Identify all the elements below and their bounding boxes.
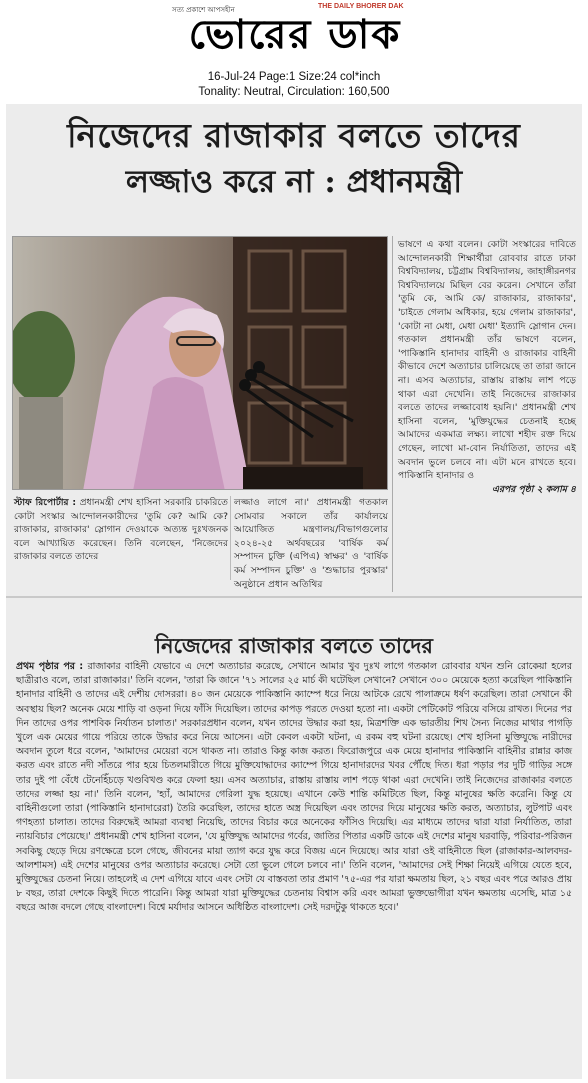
headline-line-1: নিজেদের রাজাকার বলতে তাদের bbox=[67, 116, 521, 155]
continuation-body bbox=[16, 660, 572, 916]
continuation-lead-label: প্রথম পৃষ্ঠার পর : bbox=[16, 661, 84, 672]
column-a-text: প্রধানমন্ত্রী শেখ হাসিনা সরকারি চাকরিতে কোটা সংস্কার আন্দোলনকারীদের 'তুমি কে? আমি কে? রাজাকার, রাজাকার' স্লোগান দেওয়াকে অত্যন্ত দুঃখজনক বলে আখ্যায়িত করেছেন। তিনি বলেছেন, 'নিজেদের রাজাকার বলতে তাদের bbox=[14, 497, 228, 563]
column-rule bbox=[230, 496, 231, 580]
section-divider bbox=[6, 596, 582, 598]
column-rule bbox=[392, 236, 393, 592]
column-b-text: লজ্জাও লাগে না।' প্রধানমন্ত্রী গতকাল সোমবার সকালে তাঁর কার্যালয়ে আয়োজিত মন্ত্রণালয়/বিভাগগুলোর ২০২৪-২৫ অর্থবছরের 'বার্ষিক কর্ম সম্পাদন চুক্তি (এপিএ) স্বাক্ষর' ও 'বার্ষিক কর্ম সম্পাদন চুক্তি' ও 'শুদ্ধাচার পুরস্কার' অনুষ্ঠানে প্রধান অতিথির bbox=[234, 497, 388, 590]
byline: স্টাফ রিপোর্টার : bbox=[14, 497, 77, 508]
article-column-b bbox=[234, 496, 388, 591]
masthead-english-name: THE DAILY BHORER DAK bbox=[318, 3, 404, 10]
continuation-text: রাজাকার বাহিনী যেভাবে এ দেশে অত্যাচার করেছে, সেখানে আমার খুব দুঃখ লাগে গতকাল রোববার যখন শুনি রোকেয়া হলের ছাত্রীরাও বলে, তারা রাজাকার।' তিনি বলেন, 'তারা কি জানে '৭১ সালের ২৫ মার্চ কী ঘটেছিল সেখানে? সেখানে ৩০০ মেয়েকে হত্যা করেছিল পাকিস্তানি হানাদার বাহিনী ও তাদের এই দেশীয় দোসররা। ৪০ জন মেয়েকে পাকিস্তানি ক্যাম্পে ধরে নিয়ে আটকে রেখে পালাক্রমে ধর্ষণ করেছিল। তারা সেখানে কী অবস্থায় ছিল? অনেক মেয়ে শাড়ি বা ওড়না দিয়ে ফাঁসি দিয়েছিল। তাদের কাপড় পরতে দেওয়া হতো না। একটা পেটিকোট পরিয়ে বসিয়ে রাখত। দিনের পর দিন তাদের ওপর পাশবিক নির্যাতন চালাত।' সরকারপ্রধান বলেন, যখন তাদের উদ্ধার করা হয়, মিত্রশক্তি এক ভারতীয় শিখ সৈন্য নিজের মাথার পাগড়ি খুলে এক মেয়ের গায়ে পরিয়ে তাকে উদ্ধার করে নিয়ে আসেন। এটা কেবল একটা ঘটনা, এ রকম বহু ঘটনা রয়েছে। শেখ হাসিনা মুক্তিযুদ্ধে নারীদের অবদান তুলে ধরে বলেন, 'আমাদের মেয়েরা বসে থাকত না। তারাও কিন্তু কাজ করত। ফিরোজপুরে এক মেয়ে হানাদার পাকিস্তানি বাহিনীর রান্নার কাজ করত এবং রাতে নদী সাঁতরে পার হয়ে চিতলমারীতে গিয়ে মুক্তিযোদ্ধাদের ক্যাম্পে গিয়ে হানাদারদের খবর পৌঁছে দিত। ধরা পড়ার পর দুটি গাড়ির সঙ্গে তার দুই পা বেঁধে টেনেহিঁচড়ে খণ্ডবিখণ্ড করে ফেলা হয়। এসব অত্যাচার, রাস্তায় রাস্তায় লাশ পড়ে থাকা এরা দেখেনি। তাই নিজেদের রাজাকার বলতে তাদের লজ্জা হয় না।' তিনি বলেন, 'হ্যাঁ, আমাদের গেরিলা যুদ্ধ হয়েছে। এখানে কেউ শান্তি কমিটিতে ছিল, কিন্তু মানুষের ক্ষতি করেনি। কিন্তু যে বাহিনীগুলো তারা (পাকিস্তানি হানাদারেরা) তৈরি করেছিল, তাদের হাতে অস্ত্র দিয়েছিল এবং তাদের দিয়ে মানুষের ক্ষতি করত, অত্যাচার, লুটপাট এবং গণহত্যা চালাত। তাদের বিরুদ্ধেই আমরা ব্যবস্থা নিয়েছি, তাদের বিচার করে অনেকের ফাঁসিও দিয়েছি। এর মাধ্যমে তাদের দ্বারা যারা নির্যাতিত, তারা ন্যায়বিচার পেয়েছে।' প্রধানমন্ত্রী শেখ হাসিনা বলেন, 'যে মুক্তিযুদ্ধ আমাদের গর্বের, জাতির পিতার একটি ডাকে এই দেশের মানুষ ঘরবাড়ি, পরিবার-পরিজন সবকিছু ছেড়ে দিয়ে রণক্ষেত্রে চলে গেছে, জীবনের মায়া ত্যাগ করে যুদ্ধ করে বিজয় এনে দিয়েছে। আর যারা ওই বাহিনীতে ছিল (রাজাকার-আলবদর-আলশামস) এই দেশের মানুষের ওপর অত্যাচার করেছে। সেটা তো ভুলে গেলে চলবে না।' তিনি বলেন, 'আমাদের সেই শিক্ষা নিয়েই এগিয়ে যেতে হবে, মুক্তিযুদ্ধের চেতনা নিয়ে। তাহলেই এ দেশ এগিয়ে যাবে এবং সেটা যে বাস্তবতা তার প্রমাণ '৭৫-এর পর যারা ক্ষমতায় ছিল, ২১ বছর এবং পরে আরও প্রায় ৮ বছর, তারা দেশকে কিছুই দিতে পারেনি। কিন্তু আমরা যারা মুক্তিযুদ্ধের চেতনায় বিশ্বাস করি এবং আমরা ভুক্তভোগীরা যখন ক্ষমতায় এসেছি, মাত্র ১৫ বছরে আজ বদলে গেছে বাংলাদেশ। বিশ্বে মর্যাদার আসনে অধিষ্ঠিত বাংলাদেশ। সেই দরদটুকু থাকতে হবে।' bbox=[16, 661, 572, 914]
masthead bbox=[0, 0, 588, 100]
article-column-a bbox=[14, 496, 228, 564]
article-photo bbox=[12, 236, 388, 490]
newspaper-title: ভোরের ডাক bbox=[188, 11, 402, 58]
headline-line-2: লজ্জাও করে না : প্রধানমন্ত্রী bbox=[125, 164, 463, 200]
photo-illustration bbox=[13, 237, 388, 490]
continuation-note: এরপর পৃষ্ঠা ২ কলাম ৪ bbox=[492, 483, 576, 495]
article-column-right bbox=[398, 238, 576, 496]
continuation-headline: নিজেদের রাজাকার বলতে তাদের bbox=[155, 633, 433, 658]
clip-meta-date-size: 16-Jul-24 Page:1 Size:24 col*inch bbox=[207, 71, 381, 83]
right-column-text: ভাষণে এ কথা বলেন। কোটা সংস্কারের দাবিতে আন্দোলনকারী শিক্ষার্থীরা রোববার রাতে ঢাকা বিশ্ববিদ্যালয়, চট্টগ্রাম বিশ্ববিদ্যালয়, জাহাঙ্গীরনগর বিশ্ববিদ্যালয়ে মিছিল বের করেন। সেখানে তাঁরা 'তুমি কে, আমি কে/ রাজাকার, রাজাকার', 'চাইতে গেলাম অধিকার, হয়ে গেলাম রাজাকার', 'কোটা না মেধা, মেধা মেধা' ইত্যাদি স্লোগান দেন। গতকাল প্রধানমন্ত্রী তাঁর ভাষণে বলেন, 'পাকিস্তানি হানাদার বাহিনী ও রাজাকার বাহিনী কীভাবে দেশে অত্যাচার চালিয়েছে তা তারা জানে না। এসব অত্যাচার, রাস্তায় রাস্তায় লাশ পড়ে থাকা এরা দেখেনি। তাই নিজেদের রাজাকার বলতে তাদের লজ্জাবোধ হয়নি।' প্রধানমন্ত্রী শেখ হাসিনা বলেন, 'মুক্তিযুদ্ধের চেতনাই হচ্ছে আমাদের একমাত্র লক্ষ্য। লাখো শহীদ রক্ত দিয়ে গেছেন, লাখো মা-বোন নির্যাতিতা, তাদের এই অবদান ভুলে চলবে না। এটা মনে রাখতে হবে। পাকিস্তানি হানাদার ও bbox=[398, 239, 576, 482]
masthead-tagline: সত্য প্রকাশে আপসহীন bbox=[172, 6, 235, 14]
clip-meta-tonality: Tonality: Neutral, Circulation: 160,500 bbox=[198, 86, 390, 98]
article-headline bbox=[14, 112, 574, 204]
newspaper-clipping bbox=[6, 104, 582, 1079]
